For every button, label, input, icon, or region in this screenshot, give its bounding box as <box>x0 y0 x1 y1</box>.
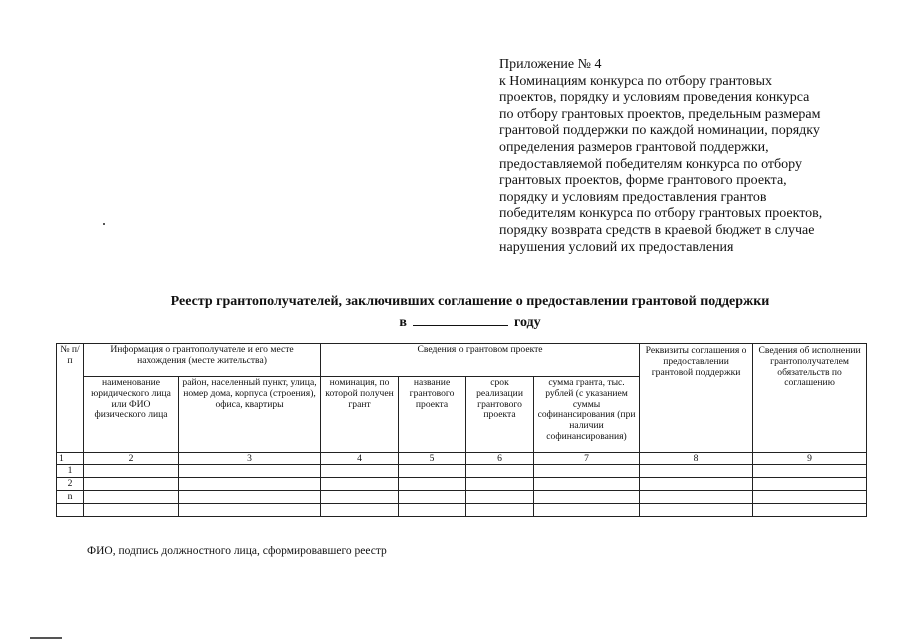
table-cell <box>321 491 399 504</box>
column-number: 2 <box>84 453 179 465</box>
appendix-line: к Номинациям конкурса по отбору грантовых <box>499 73 773 89</box>
column-number-row <box>57 453 867 465</box>
table-row <box>57 491 867 504</box>
registry-table <box>56 343 867 517</box>
table-cell <box>179 504 321 517</box>
row-number: n <box>57 491 84 504</box>
table-cell <box>753 465 867 478</box>
column-number: 6 <box>466 453 534 465</box>
table-cell <box>534 465 640 478</box>
subheader-nomination: номинация, по которой получен грант <box>321 377 399 453</box>
appendix-line: предоставляемой победителям конкурса по отбору <box>499 156 802 172</box>
table-cell <box>753 491 867 504</box>
subheader-project-name: название грантового проекта <box>399 377 466 453</box>
table-cell <box>534 504 640 517</box>
scan-speck <box>103 223 105 225</box>
year-blank-line <box>413 313 508 326</box>
table-cell <box>640 478 753 491</box>
table-cell <box>84 504 179 517</box>
year-line <box>60 313 880 331</box>
appendix-line: по отбору грантовых проектов, предельным размерам <box>499 106 821 122</box>
appendix-line: грантовых проектов, форме грантового проекта, <box>499 173 787 189</box>
column-number: 3 <box>179 453 321 465</box>
row-number <box>57 504 84 517</box>
table-cell <box>399 491 466 504</box>
subheader-address: район, населенный пункт, улица, номер дома, корпуса (строения), офиса, квартиры <box>179 377 321 453</box>
header-agreement-requisites: Реквизиты соглашения о предоставлении грантовой поддержки <box>640 344 753 453</box>
table-cell <box>640 491 753 504</box>
table-cell <box>534 491 640 504</box>
table-cell <box>399 504 466 517</box>
table-cell <box>640 504 753 517</box>
column-number: 8 <box>640 453 753 465</box>
row-number: 2 <box>57 478 84 491</box>
table-cell <box>84 465 179 478</box>
header-recipient-info: Информация о грантополучателе и его месте нахождения (месте жительства) <box>84 344 321 377</box>
column-number: 4 <box>321 453 399 465</box>
appendix-title: Приложение № 4 <box>499 57 602 72</box>
year-prefix: в <box>399 315 407 330</box>
table-cell <box>753 478 867 491</box>
table-cell <box>466 491 534 504</box>
table-cell <box>753 504 867 517</box>
scan-speck <box>30 637 62 639</box>
table-cell <box>399 478 466 491</box>
subheader-grant-amount: сумма гранта, тыс. рублей (с указанием суммы софинансирования (при наличии софинансирования) <box>534 377 640 453</box>
header-execution-info: Сведения об исполнении грантополучателем обязательств по соглашению <box>753 344 867 453</box>
table-row <box>57 504 867 517</box>
table-cell <box>179 478 321 491</box>
subheader-name: наименование юридического лица или ФИО физического лица <box>84 377 179 453</box>
table-cell <box>84 491 179 504</box>
column-number: 7 <box>534 453 640 465</box>
appendix-line: порядку и условиям предоставления грантов <box>499 189 767 205</box>
table-cell <box>399 465 466 478</box>
appendix-line: определения размеров грантовой поддержки, <box>499 139 769 155</box>
table-row <box>57 478 867 491</box>
footer-signature-note: ФИО, подпись должностного лица, сформировавшего реестр <box>87 545 387 557</box>
appendix-line: нарушения условий их предоставления <box>499 239 734 255</box>
header-grant-project: Сведения о грантовом проекте <box>321 344 640 377</box>
table-cell <box>466 504 534 517</box>
table-cell <box>534 478 640 491</box>
subheader-term: срок реализации грантового проекта <box>466 377 534 453</box>
column-number: 5 <box>399 453 466 465</box>
table-cell <box>179 465 321 478</box>
table-cell <box>321 478 399 491</box>
appendix-line: порядку возврата средств в краевой бюджет в случае <box>499 222 815 238</box>
table-cell <box>640 465 753 478</box>
table-cell <box>321 465 399 478</box>
appendix-line: грантовой поддержки по каждой номинации, порядку <box>499 123 820 139</box>
document-title: Реестр грантополучателей, заключивших соглашение о предоставлении грантовой поддержки <box>170 294 770 309</box>
row-number: 1 <box>57 465 84 478</box>
column-number: 1 <box>57 453 84 465</box>
table-cell <box>321 504 399 517</box>
year-suffix: году <box>513 315 541 330</box>
table-cell <box>84 478 179 491</box>
column-number: 9 <box>753 453 867 465</box>
header-number: № п/п <box>57 344 84 453</box>
appendix-line: победителям конкурса по отбору грантовых проектов, <box>499 206 823 222</box>
table-cell <box>179 491 321 504</box>
appendix-line: проектов, порядку и условиям проведения конкурса <box>499 90 810 106</box>
table-cell <box>466 478 534 491</box>
table-cell <box>466 465 534 478</box>
table-row <box>57 465 867 478</box>
appendix-block <box>499 57 879 256</box>
